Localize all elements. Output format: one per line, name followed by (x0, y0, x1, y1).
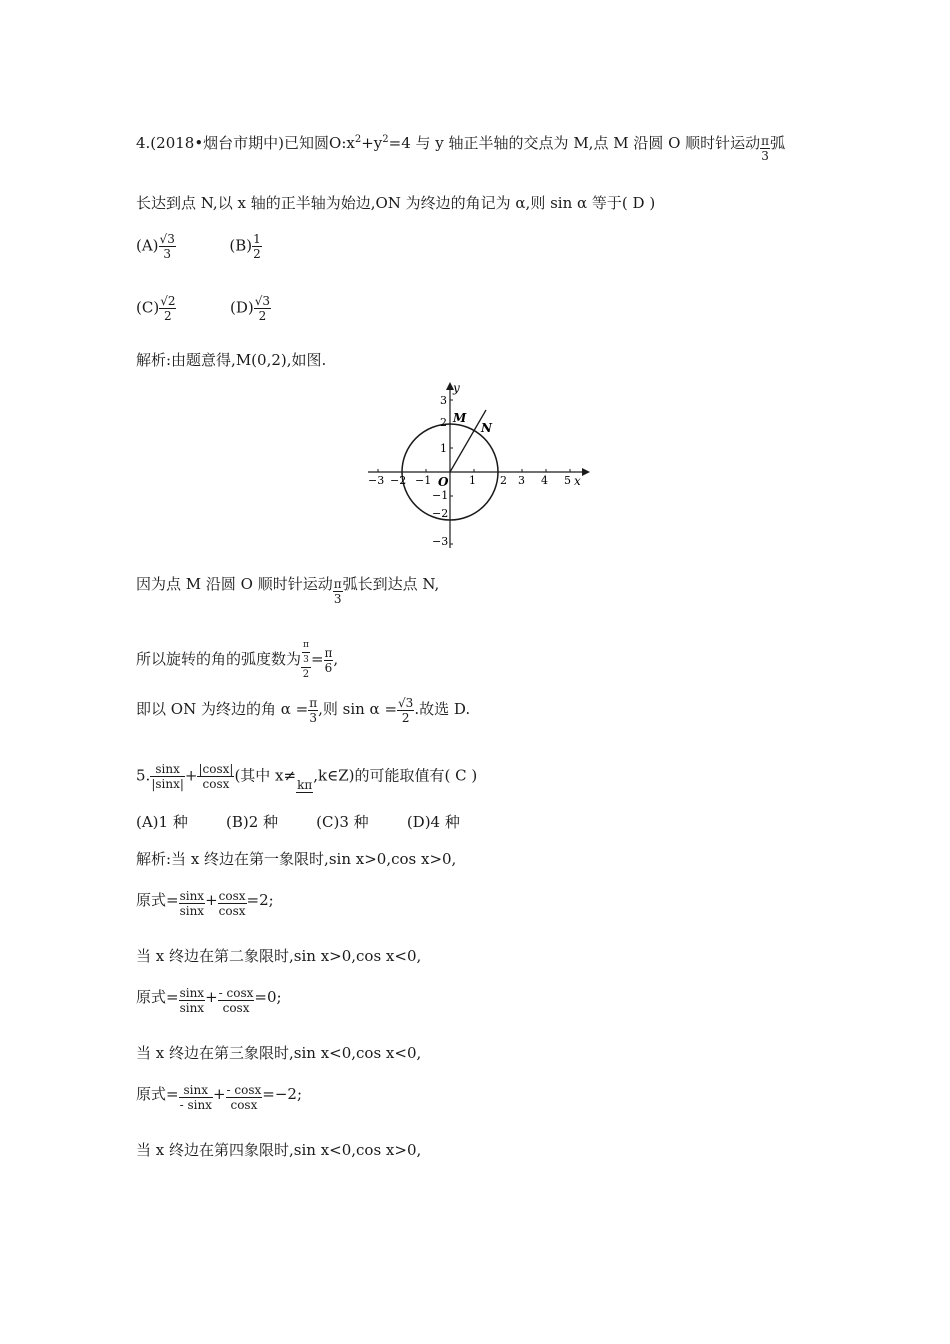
unit-circle-figure (364, 380, 594, 550)
x-tick-label: 1 (469, 474, 476, 487)
frac: $\frac{\sin x}{\sin x}$ (179, 986, 205, 1015)
x-tick-label: 2 (500, 474, 507, 487)
label-N: N (481, 421, 492, 435)
q5-result2: 原式= $\frac{\sin x}{\sin x}$ + $\frac{- \cos x}{\cos x}$ =0; (136, 986, 282, 1015)
x-tick-label: −3 (368, 474, 385, 487)
q5-result1: 原式= $\frac{\sin x}{\sin x}$ + $\frac{\cos x}{\cos x}$ =2; (136, 889, 274, 918)
opt-b-frac: $\frac{1}{2}$ (253, 232, 261, 261)
y-tick-label: 3 (440, 394, 447, 407)
y-tick-label: −3 (432, 535, 449, 548)
q5-result3: 原式= $\frac{\sin x}{- \sin x}$ + $\frac{- \cos x}{\cos x}$ =−2; (136, 1083, 303, 1112)
q4-because-line: 因为点 M 沿圆 O 顺时针运动 $\frac{\pi}{3}$ 弧长到达点 N, (136, 575, 440, 606)
abs-cosx-over-cosx: $\frac{|\cos x|}{\cos x}$ (198, 762, 234, 791)
frac: $\frac{\sin x}{- \sin x}$ (179, 1083, 212, 1112)
pi-over-3-frac: $\frac{\pi}{3}$ (309, 696, 318, 725)
sinx-over-abs-sinx: $\frac{\sin x}{|\sin x|}$ (151, 762, 184, 791)
opt-c-frac: $\frac{√2}{2}$ (160, 294, 176, 323)
q4-so-line: 所以旋转的角的弧度数为 $\frac{\frac{\pi}{3}}{2}$ = $\frac{\pi}{6}$ , (136, 640, 339, 680)
q5-analysis2: 当 x 终边在第二象限时,sin x>0,cos x<0, (136, 947, 422, 965)
x-tick-label: −2 (390, 474, 407, 487)
frac: $\frac{\cos x}{\cos x}$ (218, 889, 246, 918)
q4-options-cd: (C) $\frac{√2}{2}$ (D) $\frac{√3}{2}$ (136, 294, 271, 323)
x-tick-label: 5 (564, 474, 571, 487)
y-tick-label: 2 (440, 416, 447, 429)
y-label: y (453, 381, 460, 395)
y-tick-label: −2 (432, 507, 449, 520)
q4-therefore-line: 即以 ON 为终边的角 α = $\frac{\pi}{3}$ ,则 sin α = $\frac{√3}{2}$ .故选 D. (136, 696, 471, 725)
pi-over-6-frac: $\frac{\pi}{6}$ (324, 645, 333, 675)
label-M: M (453, 411, 467, 425)
x-tick-label: 4 (541, 474, 548, 487)
frac: $\frac{- \cos x}{\cos x}$ (226, 1083, 262, 1112)
q4-stem-a: 4.(2018•烟台市期中)已知圆O:x (136, 134, 355, 152)
pi-over-3-frac: $\frac{\pi}{3}$ (761, 134, 770, 163)
y-tick-label: −1 (432, 489, 449, 502)
q4-analysis1: 解析:由题意得,M(0,2),如图. (136, 351, 327, 369)
x-tick-label: −1 (415, 474, 432, 487)
q5-analysis1: 解析:当 x 终边在第一象限时,sin x>0,cos x>0, (136, 850, 457, 868)
q4-stem-line1: 4.(2018•烟台市期中)已知圆$O:x^2+y^2=4$ 与 y 轴正半轴的交点为 M,点 M 沿圆 O 顺时针运动 $\frac{\pi}{3}$ 弧 (136, 134, 786, 163)
label-O: O (438, 475, 449, 489)
kpi-over-2: kπ (297, 777, 313, 792)
q5-analysis3: 当 x 终边在第三象限时,sin x<0,cos x<0, (136, 1044, 422, 1062)
q4-stem-line2: 长达到点 N,以 x 轴的正半轴为始边,ON 为终边的角记为 α,则 sin α 等于( D ) (136, 194, 656, 212)
frac: $\frac{\sin x}{\sin x}$ (179, 889, 205, 918)
q5-options: (A)1 种 (B)2 种 (C)3 种 (D)4 种 (136, 813, 460, 831)
frac: $\frac{- \cos x}{\cos x}$ (218, 986, 254, 1015)
x-label: x (574, 474, 581, 488)
sqrt3-over-2-frac: $\frac{√3}{2}$ (398, 696, 414, 725)
q5-stem: 5. $\frac{\sin x}{|\sin x|}$ + $\frac{|\cos x|}{\cos x}$ (其中 x≠ kπ ,k∈Z)的可能取值有( C ) (136, 762, 478, 792)
x-tick-label: 3 (518, 474, 525, 487)
opt-d-frac: $\frac{√3}{2}$ (254, 294, 271, 323)
x-axis-arrow (582, 468, 590, 476)
opt-a-frac: $\frac{√3}{3}$ (159, 232, 175, 261)
q4-options-ab: (A) $\frac{√3}{3}$ (B) $\frac{1}{2}$ (136, 232, 261, 261)
y-tick-label: 1 (440, 442, 447, 455)
nested-frac: $\frac{\frac{\pi}{3}}{2}$ (302, 640, 310, 680)
q5-analysis4: 当 x 终边在第四象限时,sin x<0,cos x>0, (136, 1141, 422, 1159)
pi-over-3-frac: $\frac{\pi}{3}$ (333, 577, 342, 606)
